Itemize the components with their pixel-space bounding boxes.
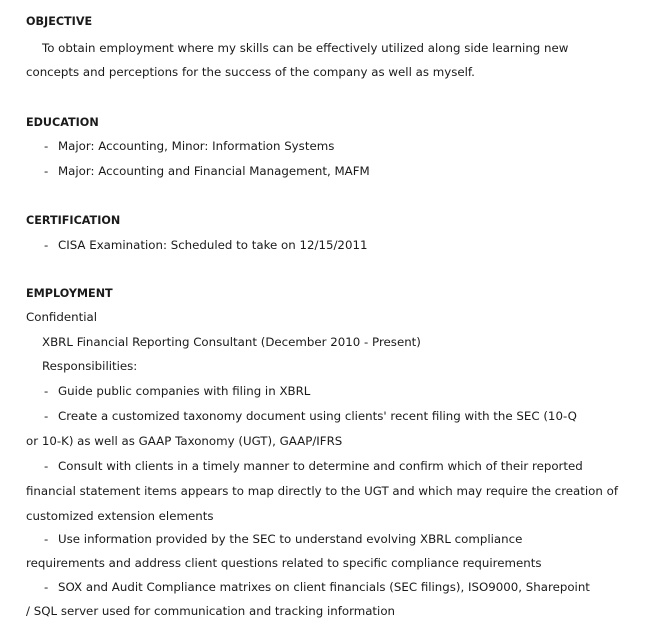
responsibility-text: Create a customized taxonomy document using clients' recent filing with the SEC (10-Q <box>58 409 577 423</box>
objective-line-1: To obtain employment where my skills can be effectively utilized along side learning new <box>42 41 569 55</box>
company-name: Confidential <box>26 310 97 324</box>
responsibilities-label: Responsibilities: <box>42 359 138 373</box>
responsibility-text: SOX and Audit Compliance matrixes on client financials (SEC filings), ISO9000, Sharepoint <box>58 580 590 594</box>
education-item <box>44 138 334 154</box>
responsibility-item <box>44 531 522 547</box>
certification-heading: CERTIFICATION <box>26 214 121 227</box>
education-item <box>44 163 370 179</box>
bullet-dash: - <box>44 384 49 398</box>
responsibility-text: Use information provided by the SEC to understand evolving XBRL compliance <box>58 532 523 546</box>
education-item-text: Major: Accounting and Financial Management, MAFM <box>58 164 370 178</box>
bullet-dash: - <box>44 532 49 546</box>
bullet-dash: - <box>44 580 49 594</box>
responsibility-continuation: requirements and address client questions related to specific compliance requirements <box>26 556 542 570</box>
certification-item <box>44 237 367 253</box>
responsibility-item <box>44 383 310 399</box>
responsibility-item <box>44 579 590 595</box>
bullet-dash: - <box>44 164 49 178</box>
bullet-dash: - <box>44 139 49 153</box>
certification-item-text: CISA Examination: Scheduled to take on 12/15/2011 <box>58 238 368 252</box>
objective-line-2: concepts and perceptions for the success of the company as well as myself. <box>26 65 475 79</box>
responsibility-item <box>44 408 577 424</box>
bullet-dash: - <box>44 459 49 473</box>
objective-heading: OBJECTIVE <box>26 15 93 28</box>
responsibility-text: Guide public companies with filing in XBRL <box>58 384 311 398</box>
education-heading: EDUCATION <box>26 116 99 129</box>
position-title: XBRL Financial Reporting Consultant (December 2010 - Present) <box>42 335 421 349</box>
responsibility-text: Consult with clients in a timely manner to determine and confirm which of their reported <box>58 459 583 473</box>
responsibility-item <box>44 458 583 474</box>
responsibility-continuation: or 10-K) as well as GAAP Taxonomy (UGT), GAAP/IFRS <box>26 434 343 448</box>
bullet-dash: - <box>44 409 49 423</box>
responsibility-continuation: customized extension elements <box>26 509 214 523</box>
education-item-text: Major: Accounting, Minor: Information Systems <box>58 139 335 153</box>
responsibility-continuation: / SQL server used for communication and tracking information <box>26 604 396 618</box>
employment-heading: EMPLOYMENT <box>26 287 113 300</box>
bullet-dash: - <box>44 238 49 252</box>
responsibility-continuation: financial statement items appears to map directly to the UGT and which may require the creation of <box>26 484 618 498</box>
